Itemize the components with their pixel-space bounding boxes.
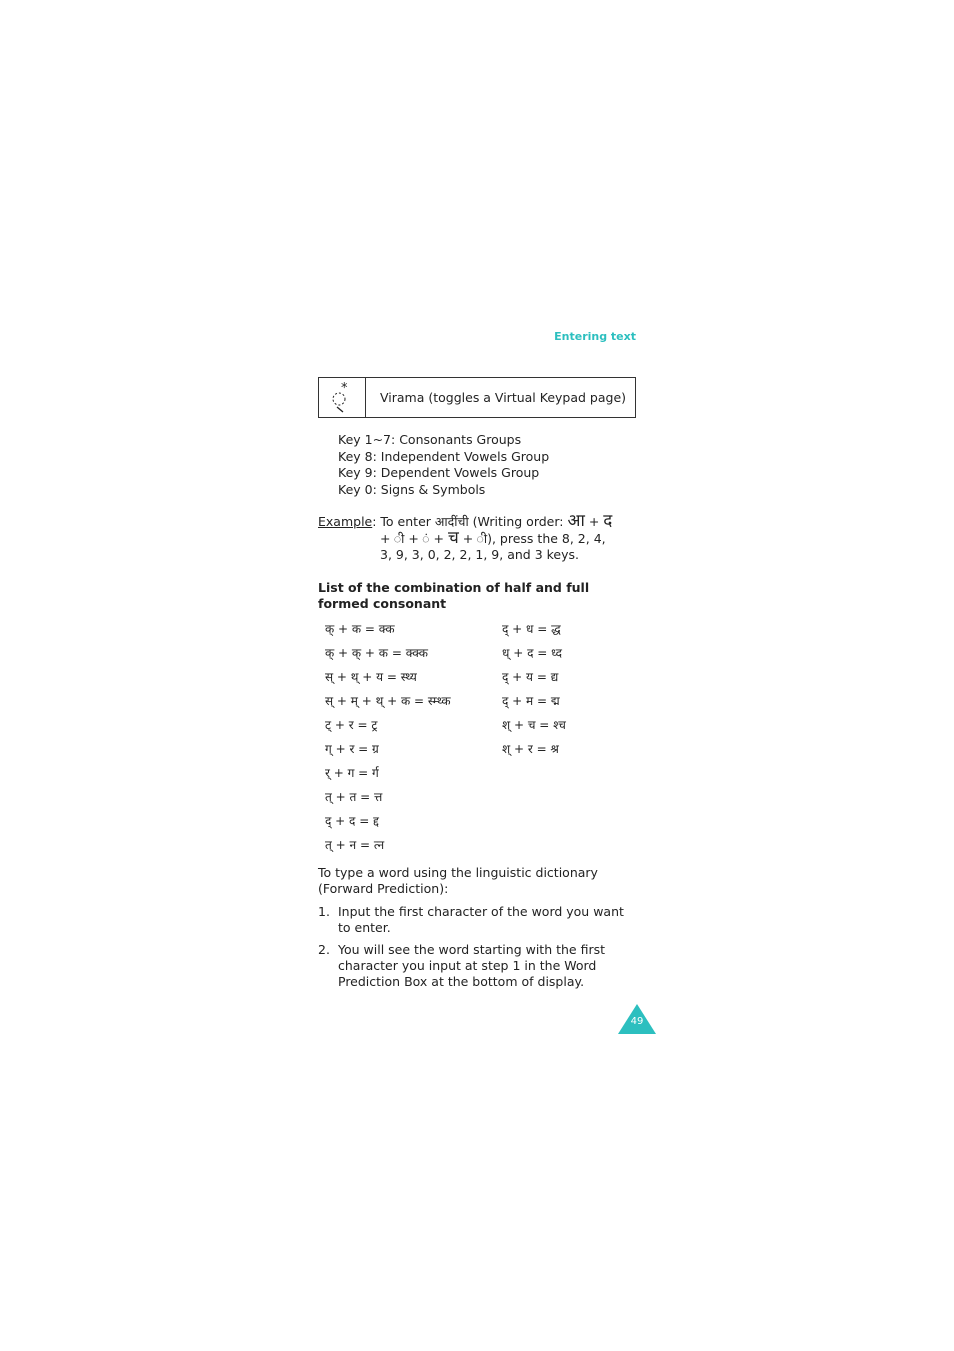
key-group-item: Key 1~7: Consonants Groups <box>338 432 522 447</box>
key-group-item: Key 0: Signs & Symbols <box>338 481 486 497</box>
combo-heading: List of the combination of half and full formed consonant <box>318 580 590 611</box>
combo-left: र् + ग = र्ग <box>325 766 379 780</box>
combo-right: द् + य = द्य <box>502 670 559 684</box>
combo-right: द् + ध = द्ध <box>502 622 561 636</box>
step-item <box>318 942 638 990</box>
step-number: 1. <box>318 904 330 919</box>
example-line-1: Example: To enter आदींची (Writing order: आ + द <box>318 511 613 531</box>
svg-text:*: * <box>341 381 348 396</box>
combo-left: क् + क = क्क <box>325 622 395 636</box>
key-group-item: Key 8: Independent Vowels Group <box>338 448 550 464</box>
example-line-2: + + + च + ), press the 8, 2, 4, <box>380 528 606 548</box>
step-text: Input the first character of the word you want to enter. <box>338 904 624 935</box>
key-groups-list <box>338 432 549 498</box>
example-intro: : To enter <box>372 514 435 529</box>
combo-left: क् + क् + क = क्क्क <box>325 646 428 660</box>
combo-right: ध् + द = ध्द <box>502 646 563 660</box>
combo-left: द् + द = द्द <box>325 814 379 828</box>
combo-left: त् + न = त्न <box>325 838 385 852</box>
key-description: Virama (toggles a Virtual Keypad page) <box>380 390 627 405</box>
combo-right: श् + र = श्र <box>502 742 559 756</box>
example-line-3: 3, 9, 3, 0, 2, 2, 1, 9, and 3 keys. <box>380 547 579 562</box>
step-item <box>318 904 638 936</box>
step-text: You will see the word starting with the first character you input at step 1 in the Word Prediction Box at the bottom of display. <box>338 942 606 989</box>
section-header: Entering text <box>554 330 636 343</box>
combo-left: ग् + र = ग्र <box>325 742 379 756</box>
char-aa: आ <box>567 511 585 531</box>
example-word: आदींची <box>434 514 469 529</box>
combo-right: श् + च = श्च <box>502 718 566 732</box>
key-group-item: Key 9: Dependent Vowels Group <box>338 465 540 480</box>
step-number: 2. <box>318 942 330 957</box>
page-number-badge <box>618 1004 658 1034</box>
key-table <box>318 377 636 418</box>
combo-right: द् + म = द्म <box>502 694 560 708</box>
example-label: Example <box>318 514 373 529</box>
writing-order-open: (Writing order: <box>468 514 568 529</box>
combo-left: त् + त = त्त <box>325 790 383 804</box>
char-da: द <box>603 511 613 531</box>
combo-left: ट् + र = ट्र <box>325 718 378 732</box>
example-tail: ), press the 8, 2, 4, <box>487 531 606 546</box>
char-cha: च <box>447 528 459 548</box>
page-number: 49 <box>630 1016 644 1027</box>
virama-key-icon <box>319 378 365 419</box>
prediction-intro: To type a word using the linguistic dictionary (Forward Prediction): <box>318 865 598 896</box>
combo-left: स् + थ् + य = स्थ्य <box>325 670 417 684</box>
combo-left: स् + म् + थ् + क = स्म्थ्क <box>325 694 451 708</box>
star-key-cell <box>319 378 366 417</box>
example-block <box>318 513 638 563</box>
